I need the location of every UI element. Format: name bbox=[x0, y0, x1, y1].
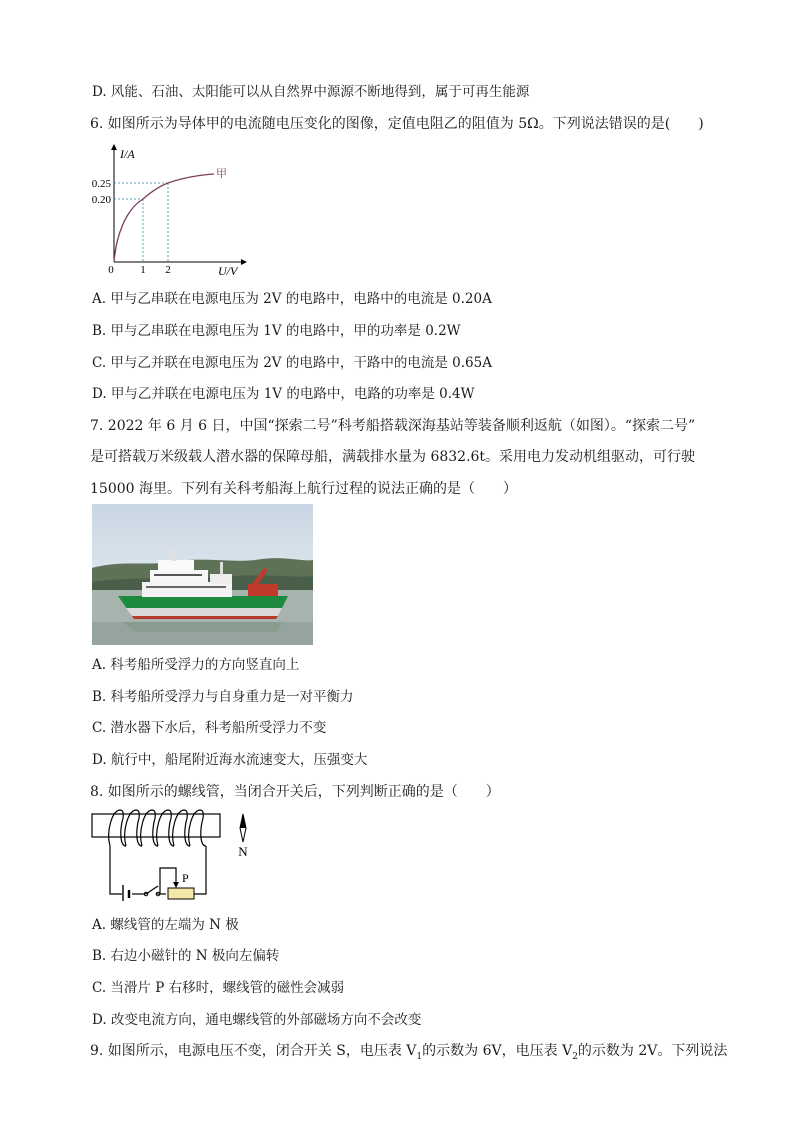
q6-option-c: C. 甲与乙并联在电源电压为 2V 的电路中，干路中的电流是 0.65A bbox=[92, 355, 492, 371]
compass-needle-tip bbox=[240, 814, 246, 828]
q6-iu-graph bbox=[85, 142, 255, 277]
q8-option-d: D. 改变电流方向，通电螺线管的外部磁场方向不会改变 bbox=[92, 1012, 422, 1028]
circuit-wires bbox=[110, 846, 206, 894]
q9-sub-2: 2 bbox=[572, 1051, 578, 1062]
needle-label: N bbox=[238, 844, 248, 859]
q6-option-a: A. 甲与乙串联在电源电压为 2V 的电路中，电路中的电流是 0.20A bbox=[92, 291, 492, 307]
slider-arrow bbox=[173, 882, 179, 888]
curve-jia bbox=[114, 174, 214, 262]
y-axis-label: I/A bbox=[120, 147, 135, 161]
q7-stem-line-2: 是可搭载万米级载人潜水器的保障母船，满载排水量为 6832.6t。采用电力发动机组驱动，可行驶 bbox=[90, 449, 696, 465]
q9-stem-part-1: 9. 如图所示，电源电压不变，闭合开关 S，电压表 V bbox=[90, 1043, 417, 1059]
q8-option-c: C. 当滑片 P 右移时，螺线管的磁性会减弱 bbox=[92, 980, 345, 996]
q8-option-b: B. 右边小磁针的 N 极向左偏转 bbox=[92, 948, 280, 964]
ship-photo bbox=[92, 504, 313, 645]
q7-option-c: C. 潜水器下水后，科考船所受浮力不变 bbox=[92, 720, 327, 736]
q9-stem-part-3: 的示数为 2V。下列说法 bbox=[577, 1043, 728, 1059]
x-tick-2: 2 bbox=[165, 264, 171, 276]
q8-solenoid-circuit bbox=[88, 806, 268, 901]
q7-stem-line-3: 15000 海里。下列有关科考船海上航行过程的说法正确的是（ ） bbox=[90, 481, 517, 497]
q9-stem bbox=[90, 1042, 727, 1066]
slider-label: P bbox=[182, 871, 189, 885]
ship-illustration bbox=[92, 504, 313, 645]
x-tick-1: 1 bbox=[140, 264, 146, 276]
origin-label: 0 bbox=[108, 264, 114, 276]
q5-option-d: D. 风能、石油、太阳能可以从自然界中源源不断地得到，属于可再生能源 bbox=[92, 84, 530, 100]
y-tick-0-25: 0.25 bbox=[91, 178, 111, 190]
q6-stem: 6. 如图所示为导体甲的电流随电压变化的图像，定值电阻乙的阻值为 5Ω。下列说法错误的是( ) bbox=[90, 116, 704, 132]
q9-stem-part-2: 的示数为 6V，电压表 V bbox=[422, 1043, 573, 1059]
x-axis-label: U/V bbox=[218, 264, 238, 277]
q9-sub-1: 1 bbox=[416, 1051, 423, 1062]
y-tick-0-20: 0.20 bbox=[91, 194, 111, 206]
q8-stem: 8. 如图所示的螺线管，当闭合开关后，下列判断正确的是（ ） bbox=[90, 784, 500, 800]
curve-label: 甲 bbox=[216, 167, 227, 180]
x-axis-arrow bbox=[241, 259, 247, 265]
solenoid-coil bbox=[109, 810, 206, 846]
q6-option-d: D. 甲与乙并联在电源电压为 1V 的电路中，电路的功率是 0.4W bbox=[92, 386, 475, 402]
q8-option-a: A. 螺线管的左端为 N 极 bbox=[92, 917, 239, 933]
q7-stem-line-1: 7. 2022 年 6 月 6 日，中国“探索二号”科考船搭载深海基站等装备顺利返航（如图）。“探索二号” bbox=[90, 418, 696, 434]
rheostat bbox=[168, 888, 194, 899]
y-axis-arrow bbox=[111, 144, 117, 150]
q7-option-a: A. 科考船所受浮力的方向竖直向上 bbox=[92, 657, 300, 673]
q7-option-b: B. 科考船所受浮力与自身重力是一对平衡力 bbox=[92, 689, 354, 705]
q7-option-d: D. 航行中，船尾附近海水流速变大，压强变大 bbox=[92, 752, 368, 768]
q6-option-b: B. 甲与乙串联在电源电压为 1V 的电路中，甲的功率是 0.2W bbox=[92, 323, 461, 339]
